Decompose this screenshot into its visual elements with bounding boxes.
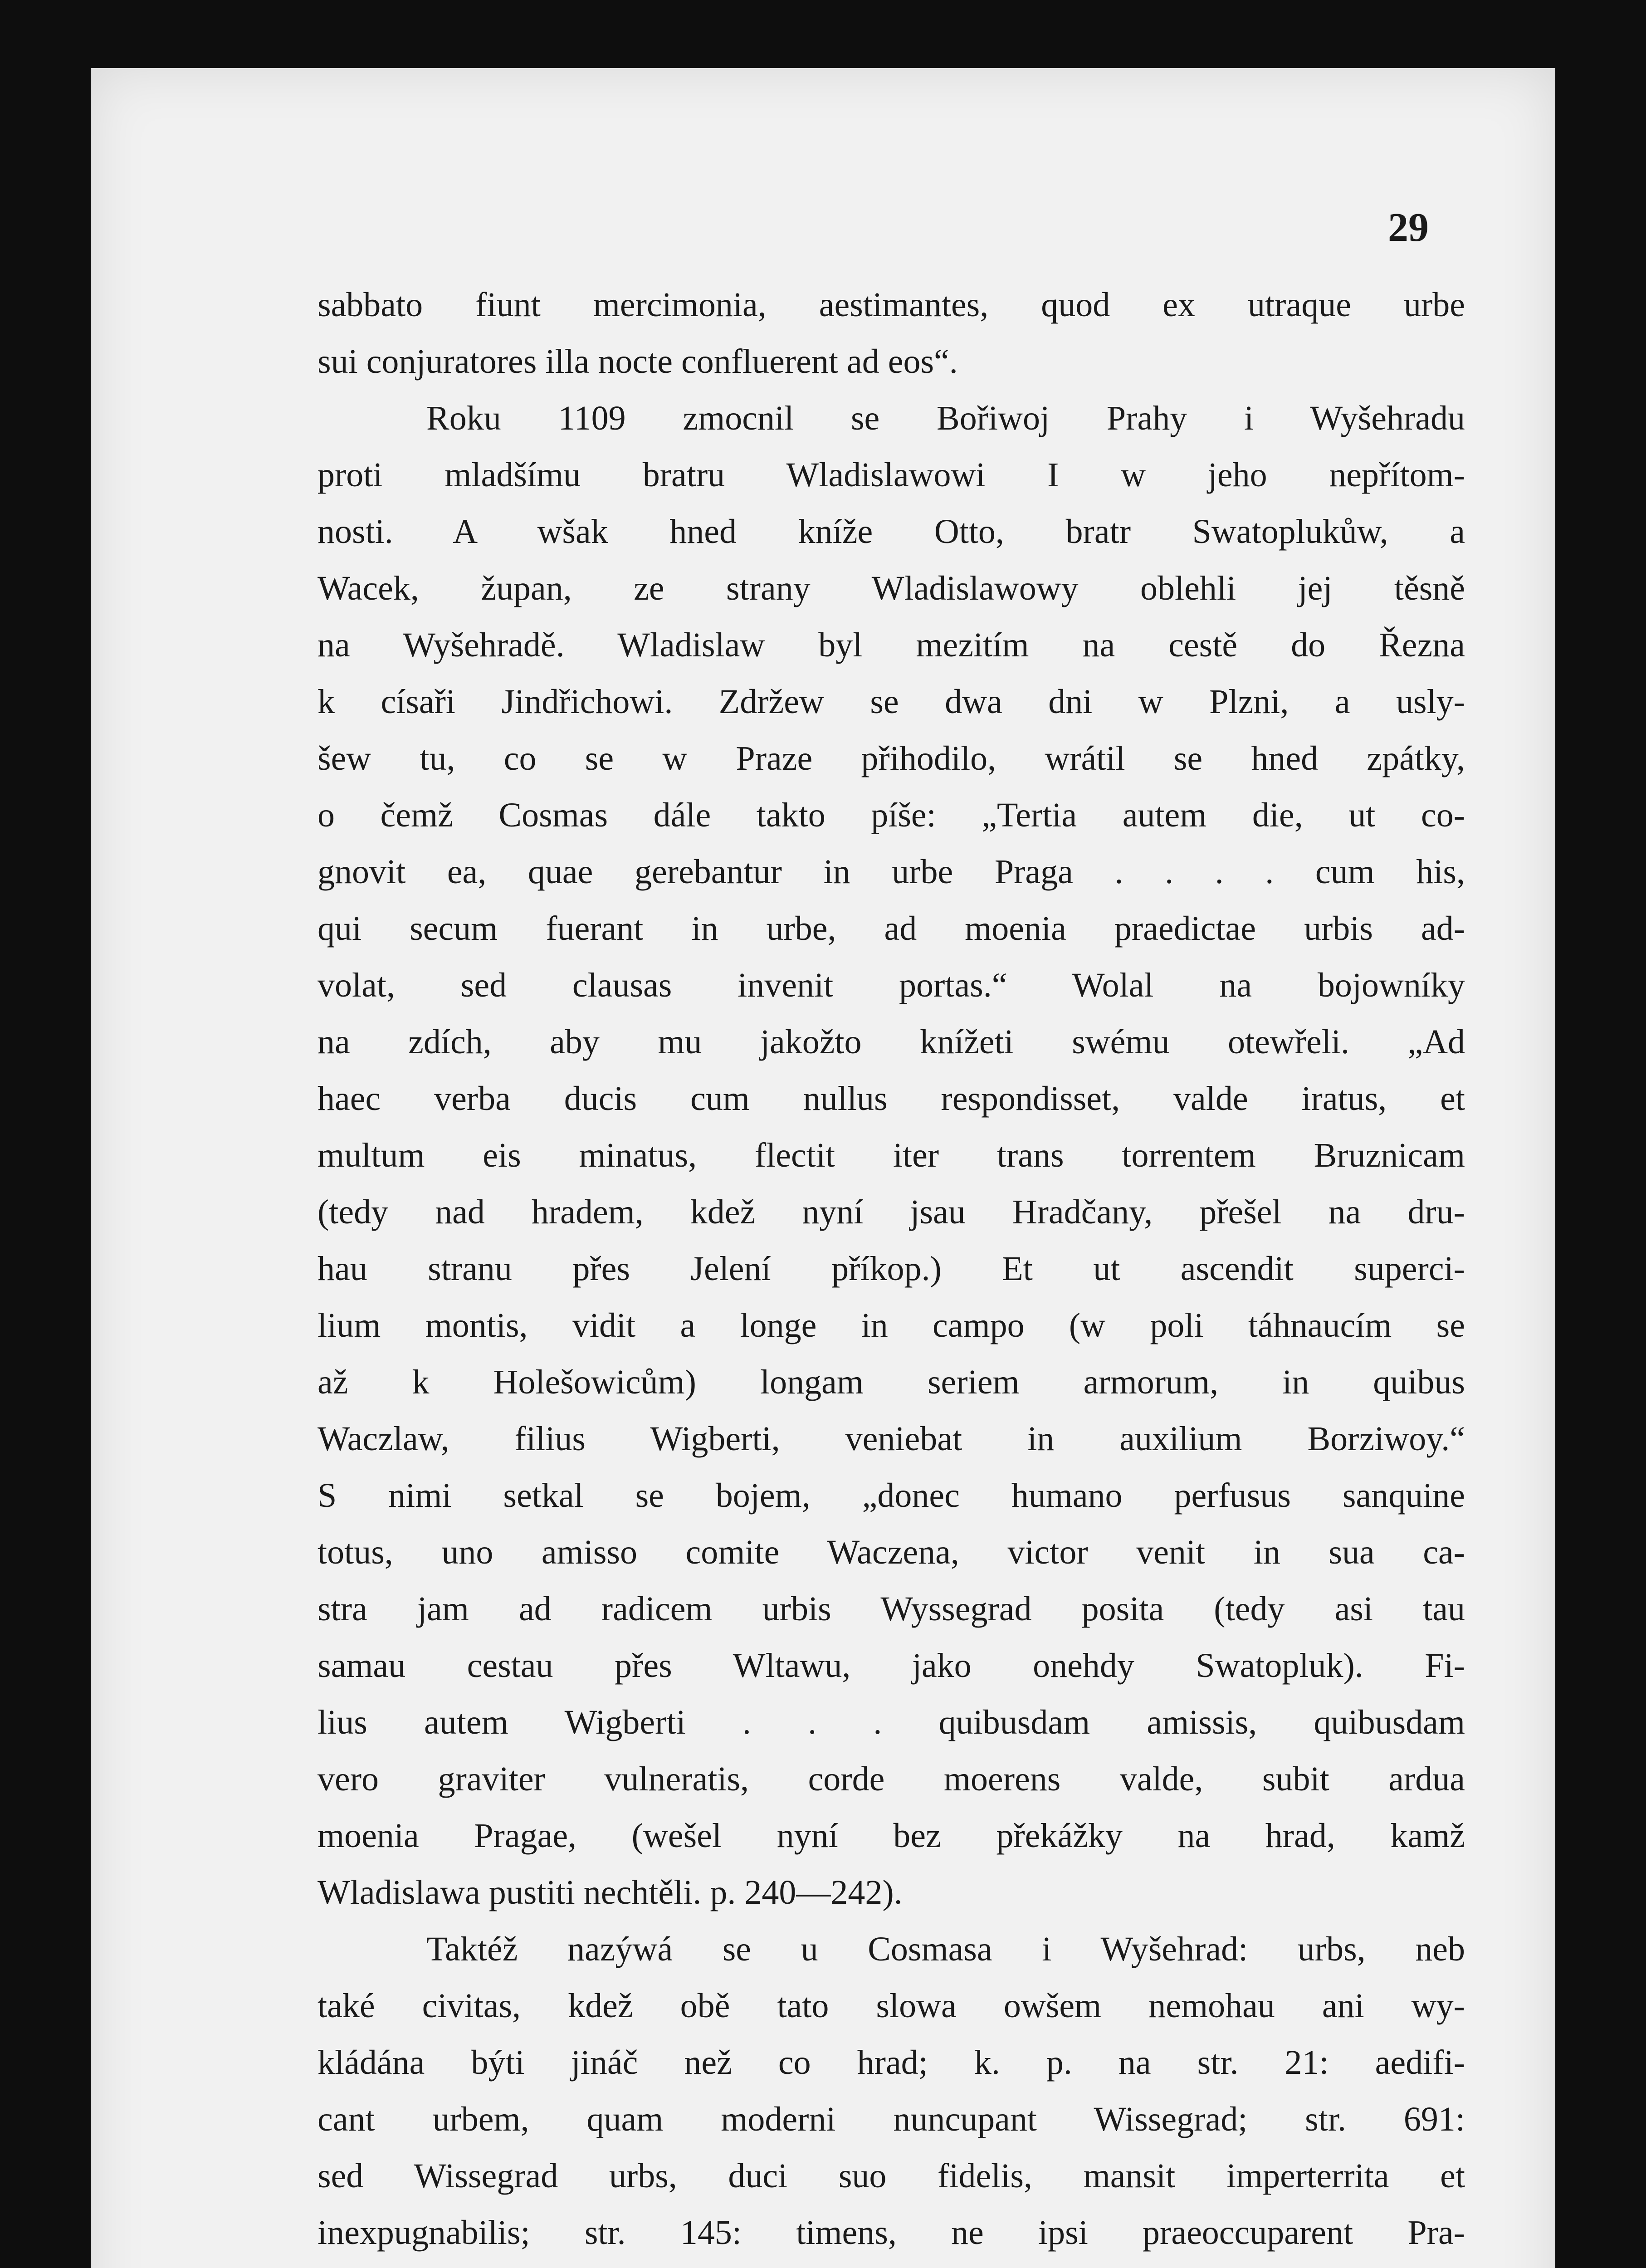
text-line: inexpugnabilis; str. 145: timens, ne ipsi praeoccuparent Pra- xyxy=(317,2214,1465,2252)
text-line: na Wyšehradě. Wladislaw byl mezitím na cestě do Řezna xyxy=(317,626,1465,664)
text-line: šew tu, co se w Praze přihodilo, wrátil se hned zpátky, xyxy=(317,739,1465,777)
text-line: multum eis minatus, flectit iter trans torrentem Bruznicam xyxy=(317,1136,1465,1174)
text-line xyxy=(317,2261,1465,2268)
text-line: sui conjuratores illa nocte confluerent ad eos“. xyxy=(317,342,958,381)
text-line: sabbato fiunt mercimonia, aestimantes, quod ex utraque urbe xyxy=(317,286,1465,324)
text-line: gnovit ea, quae gerebantur in urbe Praga . . . . cum his, xyxy=(317,853,1465,891)
body-text xyxy=(317,277,1465,2268)
text-line: až k Holešowicům) longam seriem armorum, in quibus xyxy=(317,1363,1465,1401)
text-line: lius autem Wigberti . . . quibusdam amissis, quibusdam xyxy=(317,1703,1465,1741)
text-line: Roku 1109 zmocnil se Bořiwoj Prahy i Wyšehradu xyxy=(426,399,1465,437)
text-line: sed Wissegrad urbs, duci suo fidelis, mansit imperterrita et xyxy=(317,2157,1465,2195)
text-line: proti mladšímu bratru Wladislawowi I w jeho nepřítom- xyxy=(317,456,1465,494)
text-line: Taktéž nazýwá se u Cosmasa i Wyšehrad: urbs, neb xyxy=(426,1930,1465,1968)
text-line: nosti. A wšak hned kníže Otto, bratr Swatoplukůw, a xyxy=(317,513,1465,551)
page-number: 29 xyxy=(1388,205,1429,250)
text-line: haec verba ducis cum nullus respondisset, valde iratus, et xyxy=(317,1080,1465,1118)
text-line: (tedy nad hradem, kdež nyní jsau Hradčany, přešel na dru- xyxy=(317,1193,1465,1231)
text-line: o čemž Cosmas dále takto píše: „Tertia autem die, ut co- xyxy=(317,796,1465,834)
text-line: lium montis, vidit a longe in campo (w poli táhnaucím se xyxy=(317,1306,1465,1344)
text-line: vero graviter vulneratis, corde moerens valde, subit ardua xyxy=(317,1760,1465,1798)
text-line: k císaři Jindřichowi. Zdržew se dwa dni w Plzni, a usly- xyxy=(317,683,1465,721)
book-page xyxy=(91,68,1555,2268)
text-line: cant urbem, quam moderni nuncupant Wissegrad; str. 691: xyxy=(317,2100,1465,2138)
text-line: na zdích, aby mu jakožto knížeti swému otewřeli. „Ad xyxy=(317,1023,1465,1061)
text-line: moenia Pragae, (wešel nyní bez překážky na hrad, kamž xyxy=(317,1817,1465,1855)
text-line: Wladislawa pustiti nechtěli. p. 240—242). xyxy=(317,1873,903,1911)
text-line: hau stranu přes Jelení příkop.) Et ut ascendit superci- xyxy=(317,1250,1465,1288)
text-line: totus, uno amisso comite Waczena, victor venit in sua ca- xyxy=(317,1533,1465,1571)
text-line: stra jam ad radicem urbis Wyssegrad posita (tedy asi tau xyxy=(317,1590,1465,1628)
text-line: samau cestau přes Wltawu, jako onehdy Swatopluk). Fi- xyxy=(317,1647,1465,1685)
text-line: kládána býti jináč než co hrad; k. p. na str. 21: aedifi- xyxy=(317,2043,1465,2082)
text-line: také civitas, kdež obě tato slowa owšem nemohau ani wy- xyxy=(317,1987,1465,2025)
text-line: qui secum fuerant in urbe, ad moenia praedictae urbis ad- xyxy=(317,909,1465,948)
text-line: Waczlaw, filius Wigberti, veniebat in auxilium Borziwoy.“ xyxy=(317,1420,1465,1458)
text-line: volat, sed clausas invenit portas.“ Wolal na bojowníky xyxy=(317,966,1465,1004)
text-line: S nimi setkal se bojem, „donec humano perfusus sanquine xyxy=(317,1476,1465,1515)
text-line: Wacek, župan, ze strany Wladislawowy oblehli jej těsně xyxy=(317,569,1465,607)
